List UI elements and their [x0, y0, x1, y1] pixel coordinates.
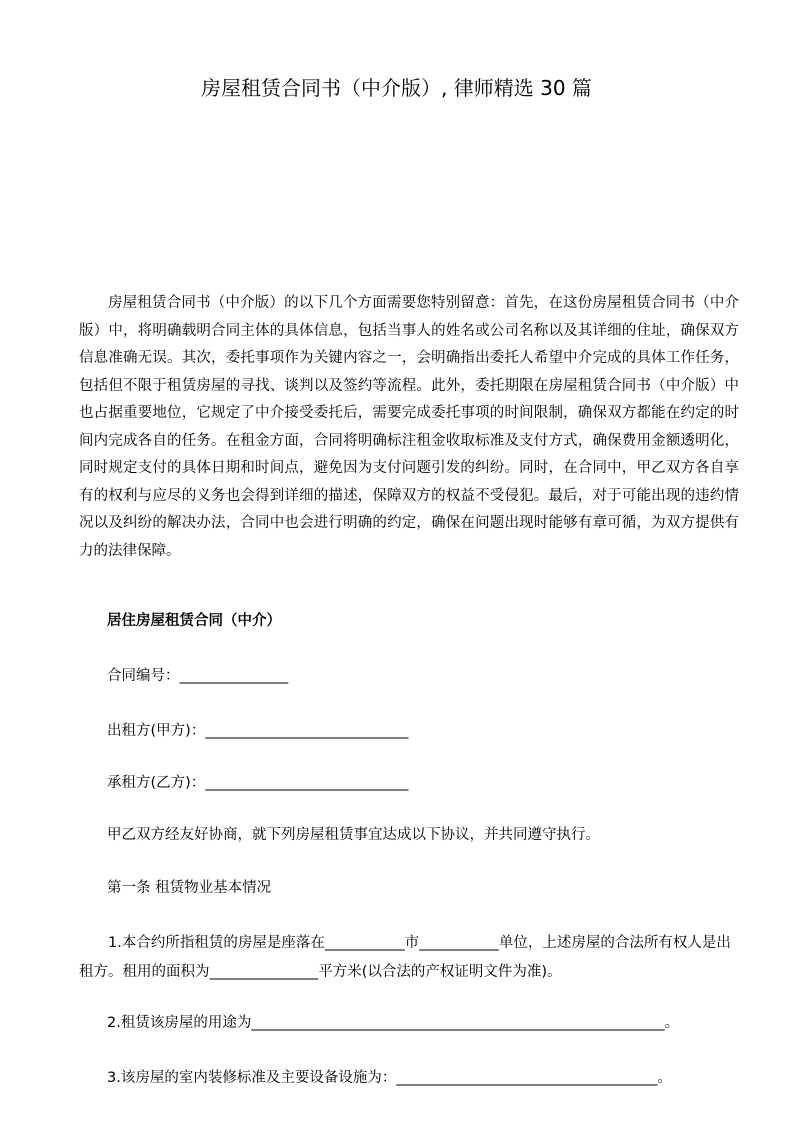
clause-2: 2.租赁该房屋的用途为_________________________________________________________。: [107, 1015, 680, 1031]
lessee-line: 承租方(乙方)：____________________________: [107, 775, 409, 791]
page-title: 房屋租赁合同书（中介版）, 律师精选 30 篇: [201, 76, 592, 100]
clause-3: 3.该房屋的室内装修标准及主要设备设施为：____________________________________。: [107, 1070, 672, 1086]
article-1-title: 第一条 租赁物业基本情况: [107, 880, 272, 896]
intro-paragraph: 房屋租赁合同书（中介版）的以下几个方面需要您特别留意：首先，在这份房屋租赁合同书（中介版）中，将明确载明合同主体的具体信息，包括当事人的姓名或公司名称以及其详细的住址，确保双方信息准确无误。其次，委托事项作为关键内容之一，会明确指出委托人希望中介完成的具体工作任务，包括但不限于租赁房屋的寻找、谈判以及签约等流程。此外，委托期限在房屋租赁合同书（中介版）中也占据重要地位，它规定了中介接受委托后，需要完成委托事项的时间限制，确保双方都能在约定的时间内完成各自的任务。在租金方面，合同将明确标注租金收取标准及支付方式，确保费用金额透明化，同时规定支付的具体日期和时间点，避免因为支付问题引发的纠纷。同时，在合同中，甲乙双方各自享有的权利与应尽的义务也会得到详细的描述，保障双方的权益不受侵犯。最后，对于可能出现的违约情况以及纠纷的解决办法，合同中也会进行明确的约定，确保在问题出现时能够有章可循，为双方提供有力的法律保障。: [79, 295, 739, 559]
lessor-line: 出租方(甲方)：____________________________: [107, 723, 409, 739]
agreement-statement: 甲乙双方经友好协商，就下列房屋租赁事宜达成以下协议，并共同遵守执行。: [107, 827, 600, 843]
section-heading: 居住房屋租赁合同（中介）: [107, 613, 281, 629]
contract-number-line: 合同编号：_______________: [107, 668, 289, 684]
clause-1: 1.本合约所指租赁的房屋是座落在___________市___________单位，上述房屋的合法所有权人是出租方。租用的面积为_______________平方米(以合法的产权证明文件为准)。: [79, 935, 731, 980]
